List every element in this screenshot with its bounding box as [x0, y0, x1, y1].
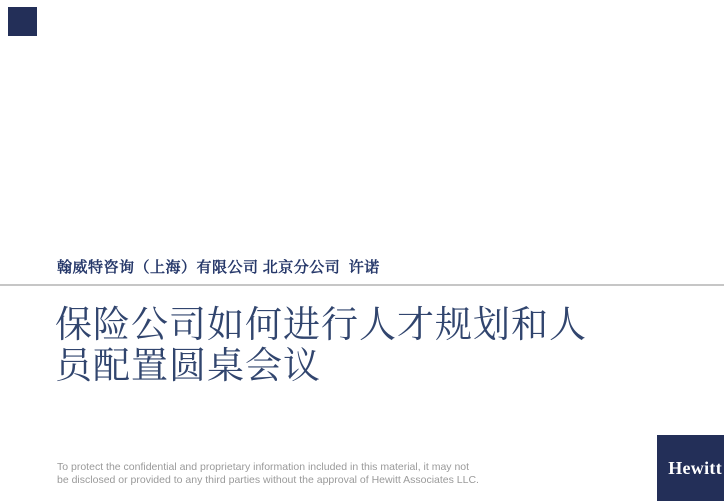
hewitt-logo — [657, 435, 724, 501]
confidentiality-disclaimer — [57, 461, 479, 486]
slide-title — [55, 305, 587, 387]
brand-corner-square — [8, 7, 37, 36]
divider-line — [0, 284, 724, 286]
disclaimer-line-2: be disclosed or provided to any third parties without the approval of Hewitt Associates LLC. — [57, 473, 479, 486]
hewitt-logo-text: Hewitt — [668, 457, 722, 478]
author-line: 翰威特咨询（上海）有限公司 北京分公司 许诺 — [57, 260, 380, 276]
disclaimer-line-1: To protect the confidential and proprietary information included in this material, it may not — [57, 461, 470, 473]
slide-title-line-2: 员配置圆桌会议 — [55, 346, 321, 387]
slide-title-line-1: 保险公司如何进行人才规划和人 — [55, 305, 587, 346]
